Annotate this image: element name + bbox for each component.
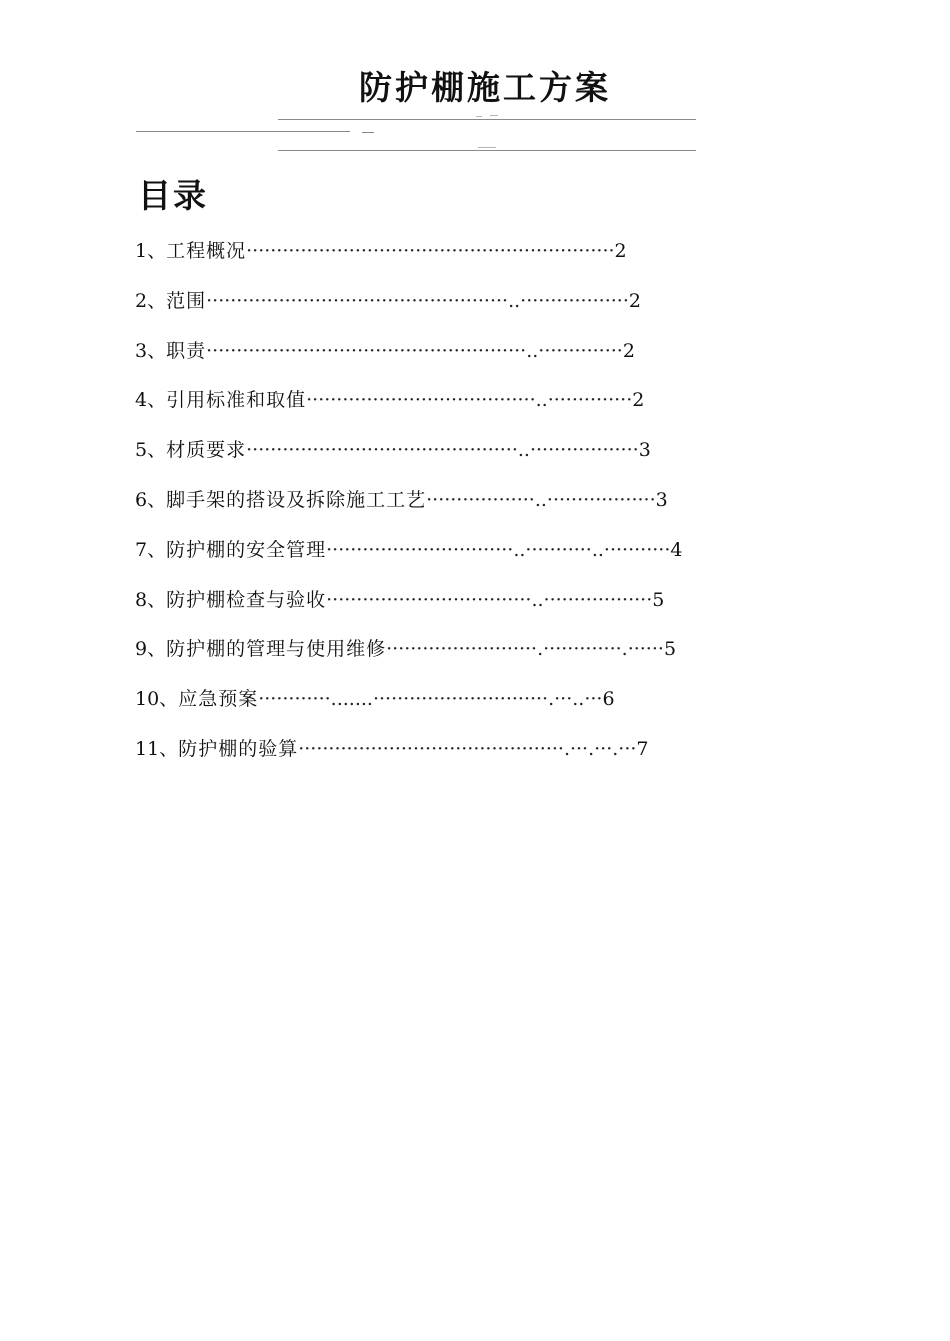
- toc-entry-page: 5: [652, 588, 665, 611]
- toc-entry-page: 7: [636, 737, 649, 760]
- toc-entry-page: 4: [670, 538, 683, 561]
- toc-dot-leader: ··················································..··················: [206, 289, 629, 312]
- toc-entry-page: 2: [614, 240, 627, 262]
- toc-entry-9[interactable]: [135, 634, 775, 684]
- toc-dot-leader: ······································..··············: [306, 389, 633, 412]
- scan-mark: [476, 116, 482, 117]
- toc-entry-7[interactable]: [135, 535, 775, 585]
- toc-entry-label: 引用标准和取值: [166, 389, 307, 412]
- toc-entry-page: 2: [632, 389, 645, 412]
- toc-entry-10[interactable]: [135, 684, 775, 734]
- toc-entry-number: 3、: [135, 339, 167, 362]
- scan-mark: [478, 147, 496, 148]
- toc-entry-number: 1、: [135, 240, 167, 262]
- toc-entry-label: 范围: [166, 289, 207, 312]
- toc-heading: 目录: [138, 176, 208, 215]
- toc-entry-page: 5: [663, 638, 677, 661]
- toc-entry-label: 防护棚的管理与使用维修: [166, 638, 387, 661]
- toc-entry-8[interactable]: [135, 585, 775, 635]
- header-rule-bottom: [278, 150, 696, 151]
- toc-entry-number: 7、: [135, 538, 167, 561]
- toc-entry-6[interactable]: [135, 485, 775, 535]
- scan-mark: [490, 115, 498, 116]
- toc-entry-number: 6、: [135, 488, 167, 511]
- toc-entry-label: 应急预案: [178, 688, 259, 711]
- toc-dot-leader: ·····························································: [246, 240, 615, 262]
- toc-entry-number: 11、: [135, 737, 179, 760]
- toc-dot-leader: ·······························..···········..···········: [326, 538, 671, 561]
- toc-entry-page: 6: [602, 688, 615, 711]
- toc-dot-leader: ··················..··················: [426, 488, 656, 511]
- toc-dot-leader: ··································..··················: [326, 588, 653, 611]
- toc-dot-leader: ·····················································..··············: [206, 339, 623, 362]
- toc-entry-number: 5、: [135, 439, 167, 462]
- toc-entry-page: 3: [655, 488, 668, 511]
- toc-entry-11[interactable]: [135, 734, 775, 784]
- table-of-contents: [135, 236, 775, 784]
- toc-entry-number: 8、: [135, 588, 167, 611]
- toc-entry-5[interactable]: [135, 435, 775, 485]
- toc-entry-4[interactable]: [135, 385, 775, 435]
- toc-entry-number: 4、: [135, 389, 167, 412]
- toc-entry-label: 脚手架的搭设及拆除施工工艺: [166, 488, 427, 511]
- header-rule-left: [136, 131, 350, 132]
- toc-entry-label: 工程概况: [166, 240, 247, 262]
- toc-entry-1[interactable]: [135, 236, 775, 286]
- toc-entry-2[interactable]: [135, 286, 775, 336]
- toc-entry-page: 3: [638, 439, 651, 462]
- toc-entry-label: 防护棚检查与验收: [166, 588, 327, 611]
- toc-entry-label: 职责: [166, 339, 207, 362]
- toc-entry-number: 2、: [135, 289, 167, 312]
- toc-entry-page: 2: [628, 289, 641, 312]
- toc-dot-leader: ············································.···.···.···: [298, 737, 637, 760]
- toc-entry-label: 防护棚的安全管理: [166, 538, 327, 561]
- header-rule-dash: [362, 132, 374, 133]
- toc-entry-label: 材质要求: [166, 439, 247, 462]
- toc-entry-page: 2: [622, 339, 635, 362]
- toc-entry-number: 9、: [135, 638, 167, 661]
- toc-dot-leader: ·············································..··················: [246, 439, 639, 462]
- header-rule-top: [278, 119, 696, 120]
- toc-entry-number: 10、: [135, 688, 179, 711]
- toc-dot-leader: ············.......·····························.···..···: [258, 688, 603, 711]
- toc-entry-3[interactable]: [135, 336, 775, 386]
- toc-entry-label: 防护棚的验算: [178, 737, 299, 760]
- document-title: 防护棚施工方案: [359, 68, 611, 107]
- toc-dot-leader: ·························.·············.······: [386, 638, 664, 661]
